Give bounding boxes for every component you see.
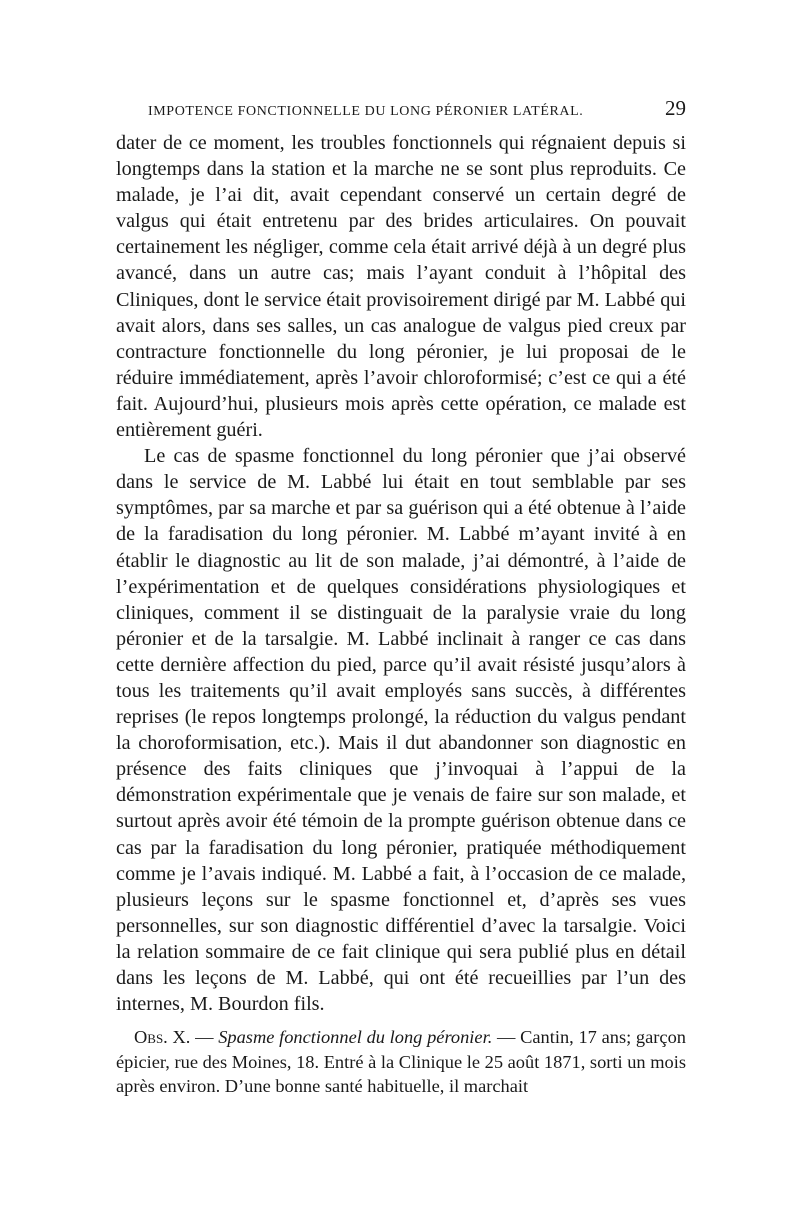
observation-paragraph xyxy=(116,1025,686,1099)
paragraph: Le cas de spasme fonctionnel du long péronier que j’ai observé dans le service de M. Labbé lui était en tout semblable par ses symptômes, par sa marche et par sa guérison qui a été obtenue à l’aide de la faradisation du long péronier. M. Labbé m’ayant invité à en établir le diagnostic au lit de son malade, j’ai démontré, à l’aide de l’expérimentation et de quelques considérations physiologiques et cliniques, comment il se distinguait de la paralysie vraie du long péronier et de la tarsalgie. M. Labbé inclinait à ranger ce cas dans cette dernière affection du pied, parce qu’il avait résisté jusqu’alors à tous les traitements qu’il avait employés sans succès, à différentes reprises (le repos longtemps prolongé, la réduction du valgus pendant la choroformisation, etc.). Mais il dut abandonner son diagnostic en présence des faits cliniques que j’invoquai à l’appui de la démonstration expérimentale que je venais de faire sur son malade, et surtout après avoir été témoin de la prompte guérison obtenue dans ce cas par la faradisation du long péronier, pratiquée méthodiquement comme je l’avais indiqué. M. Labbé a fait, à l’occasion de ce malade, plusieurs leçons sur le spasme fonctionnel et, d’après ses vues personnelles, sur son diagnostic différentiel d’avec la tarsalgie. Voici la relation sommaire de ce fait clinique qui sera publié plus en détail dans les leçons de M. Labbé, qui ont été recueillies par l’un des internes, M. Bourdon fils. xyxy=(116,445,686,1016)
body-text xyxy=(116,130,686,1017)
page-content xyxy=(116,96,686,1099)
observation-title: Spasme fonctionnel du long péronier. xyxy=(218,1027,493,1048)
paragraph-continuation: dater de ce moment, les troubles fonctionnels qui régnaient depuis si longtemps dans la station et la marche ne se sont plus reproduits. Ce malade, je l’ai dit, avait cependant conservé un certain degré de valgus qui était entretenu par des brides articulaires. On pouvait certainement les négliger, comme cela était arrivé déjà à un degré plus avancé, dans un autre cas; mais l’ayant conduit à l’hôpital des Cliniques, dont le service était provisoirement dirigé par M. Labbé qui avait alors, dans ses salles, un cas analogue de valgus pied creux par contracture fonctionnelle du long péronier, je lui proposai de le réduire immédiatement, après l’avoir chloroformisé; c’est ce qui a été fait. Aujourd’hui, plusieurs mois après cette opération, ce malade est entièrement guéri. xyxy=(116,132,686,442)
running-head xyxy=(116,96,686,122)
page-number: 29 xyxy=(665,96,686,120)
observation-text: — Cantin, 17 ans; garçon épicier, rue des Moines, 18. Entré à la Clinique le 25 août 1871, sorti un mois après environ. D’une bonne santé habituelle, il marchait xyxy=(116,1027,686,1097)
observation-block xyxy=(116,1025,686,1099)
observation-label: Obs. X. — xyxy=(134,1027,214,1048)
running-title: IMPOTENCE FONCTIONNELLE DU LONG PÉRONIER LATÉRAL. xyxy=(148,104,584,119)
